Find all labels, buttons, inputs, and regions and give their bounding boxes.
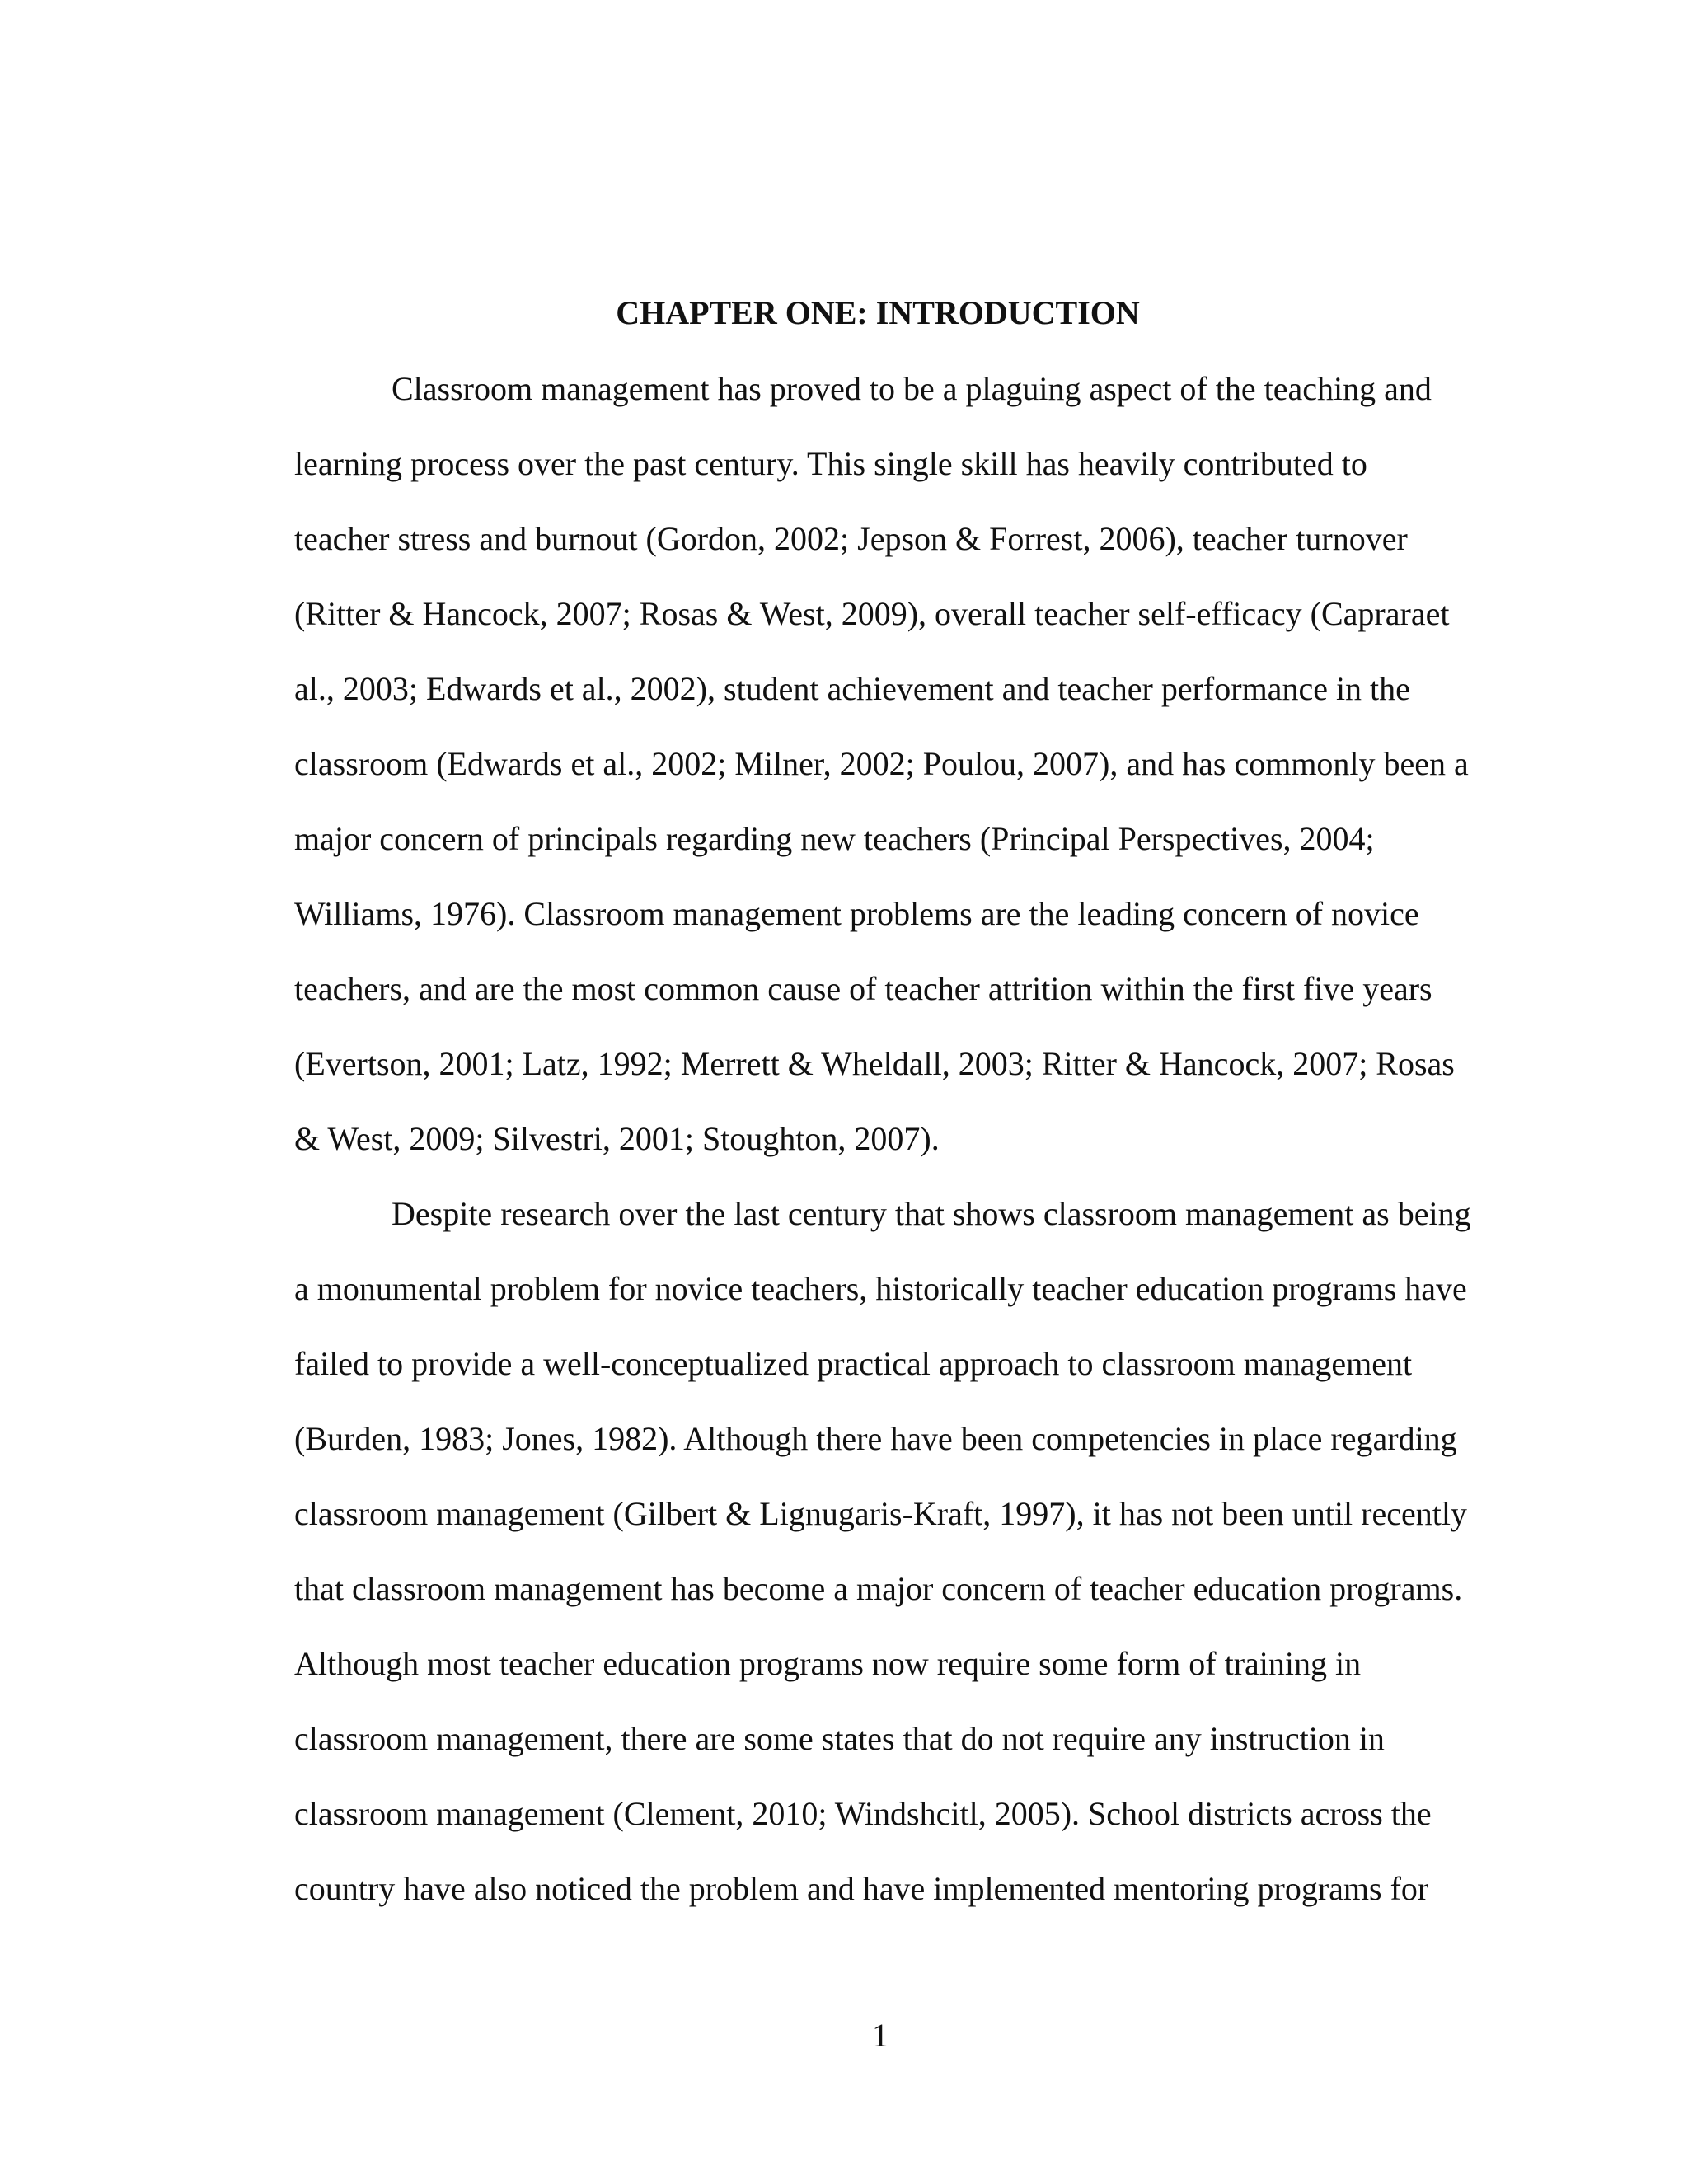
- paragraph-2-line-4: (Burden, 1983; Jones, 1982). Although there have been competencies in place regarding: [294, 1420, 1457, 1457]
- paragraph-2-line-7: Although most teacher education programs now require some form of training in: [294, 1645, 1362, 1682]
- paragraph-2-line-10: country have also noticed the problem and have implemented mentoring programs for: [294, 1870, 1429, 1907]
- paragraph-1-line-1: Classroom management has proved to be a plaguing aspect of the teaching and: [392, 370, 1432, 407]
- paragraph-2-line-6: that classroom management has become a major concern of teacher education programs.: [294, 1570, 1463, 1607]
- paragraph-1-line-3: teacher stress and burnout (Gordon, 2002; Jepson & Forrest, 2006), teacher turnover: [294, 520, 1408, 557]
- paragraph-1-line-9: teachers, and are the most common cause of teacher attrition within the first five years: [294, 970, 1432, 1007]
- chapter-title: CHAPTER ONE: INTRODUCTION: [616, 294, 1140, 331]
- page-number: 1: [872, 2017, 889, 2054]
- paragraph-2-line-2: a monumental problem for novice teachers, historically teacher education programs have: [294, 1270, 1467, 1307]
- paragraph-1-line-11: & West, 2009; Silvestri, 2001; Stoughton, 2007).: [294, 1120, 940, 1157]
- paragraph-1-line-2: learning process over the past century. This single skill has heavily contributed to: [294, 445, 1367, 482]
- paragraph-2-line-3: failed to provide a well-conceptualized practical approach to classroom management: [294, 1345, 1413, 1382]
- paragraph-1-line-4: (Ritter & Hancock, 2007; Rosas & West, 2009), overall teacher self-efficacy (Capraraet: [294, 595, 1450, 632]
- paragraph-1-line-10: (Evertson, 2001; Latz, 1992; Merrett & Wheldall, 2003; Ritter & Hancock, 2007; Rosas: [294, 1045, 1455, 1082]
- paragraph-1-line-8: Williams, 1976). Classroom management problems are the leading concern of novice: [294, 895, 1419, 932]
- paragraph-2-line-9: classroom management (Clement, 2010; Windshcitl, 2005). School districts across the: [294, 1795, 1432, 1832]
- paragraph-1-line-6: classroom (Edwards et al., 2002; Milner, 2002; Poulou, 2007), and has commonly been a: [294, 745, 1469, 782]
- paragraph-1-line-7: major concern of principals regarding new teachers (Principal Perspectives, 2004;: [294, 820, 1375, 857]
- paragraph-1-line-5: al., 2003; Edwards et al., 2002), student achievement and teacher performance in the: [294, 670, 1410, 707]
- paragraph-2-line-1: Despite research over the last century that shows classroom management as being: [392, 1195, 1471, 1232]
- paragraph-2-line-5: classroom management (Gilbert & Lignugaris-Kraft, 1997), it has not been until recently: [294, 1495, 1467, 1532]
- paragraph-2-line-8: classroom management, there are some states that do not require any instruction in: [294, 1720, 1385, 1757]
